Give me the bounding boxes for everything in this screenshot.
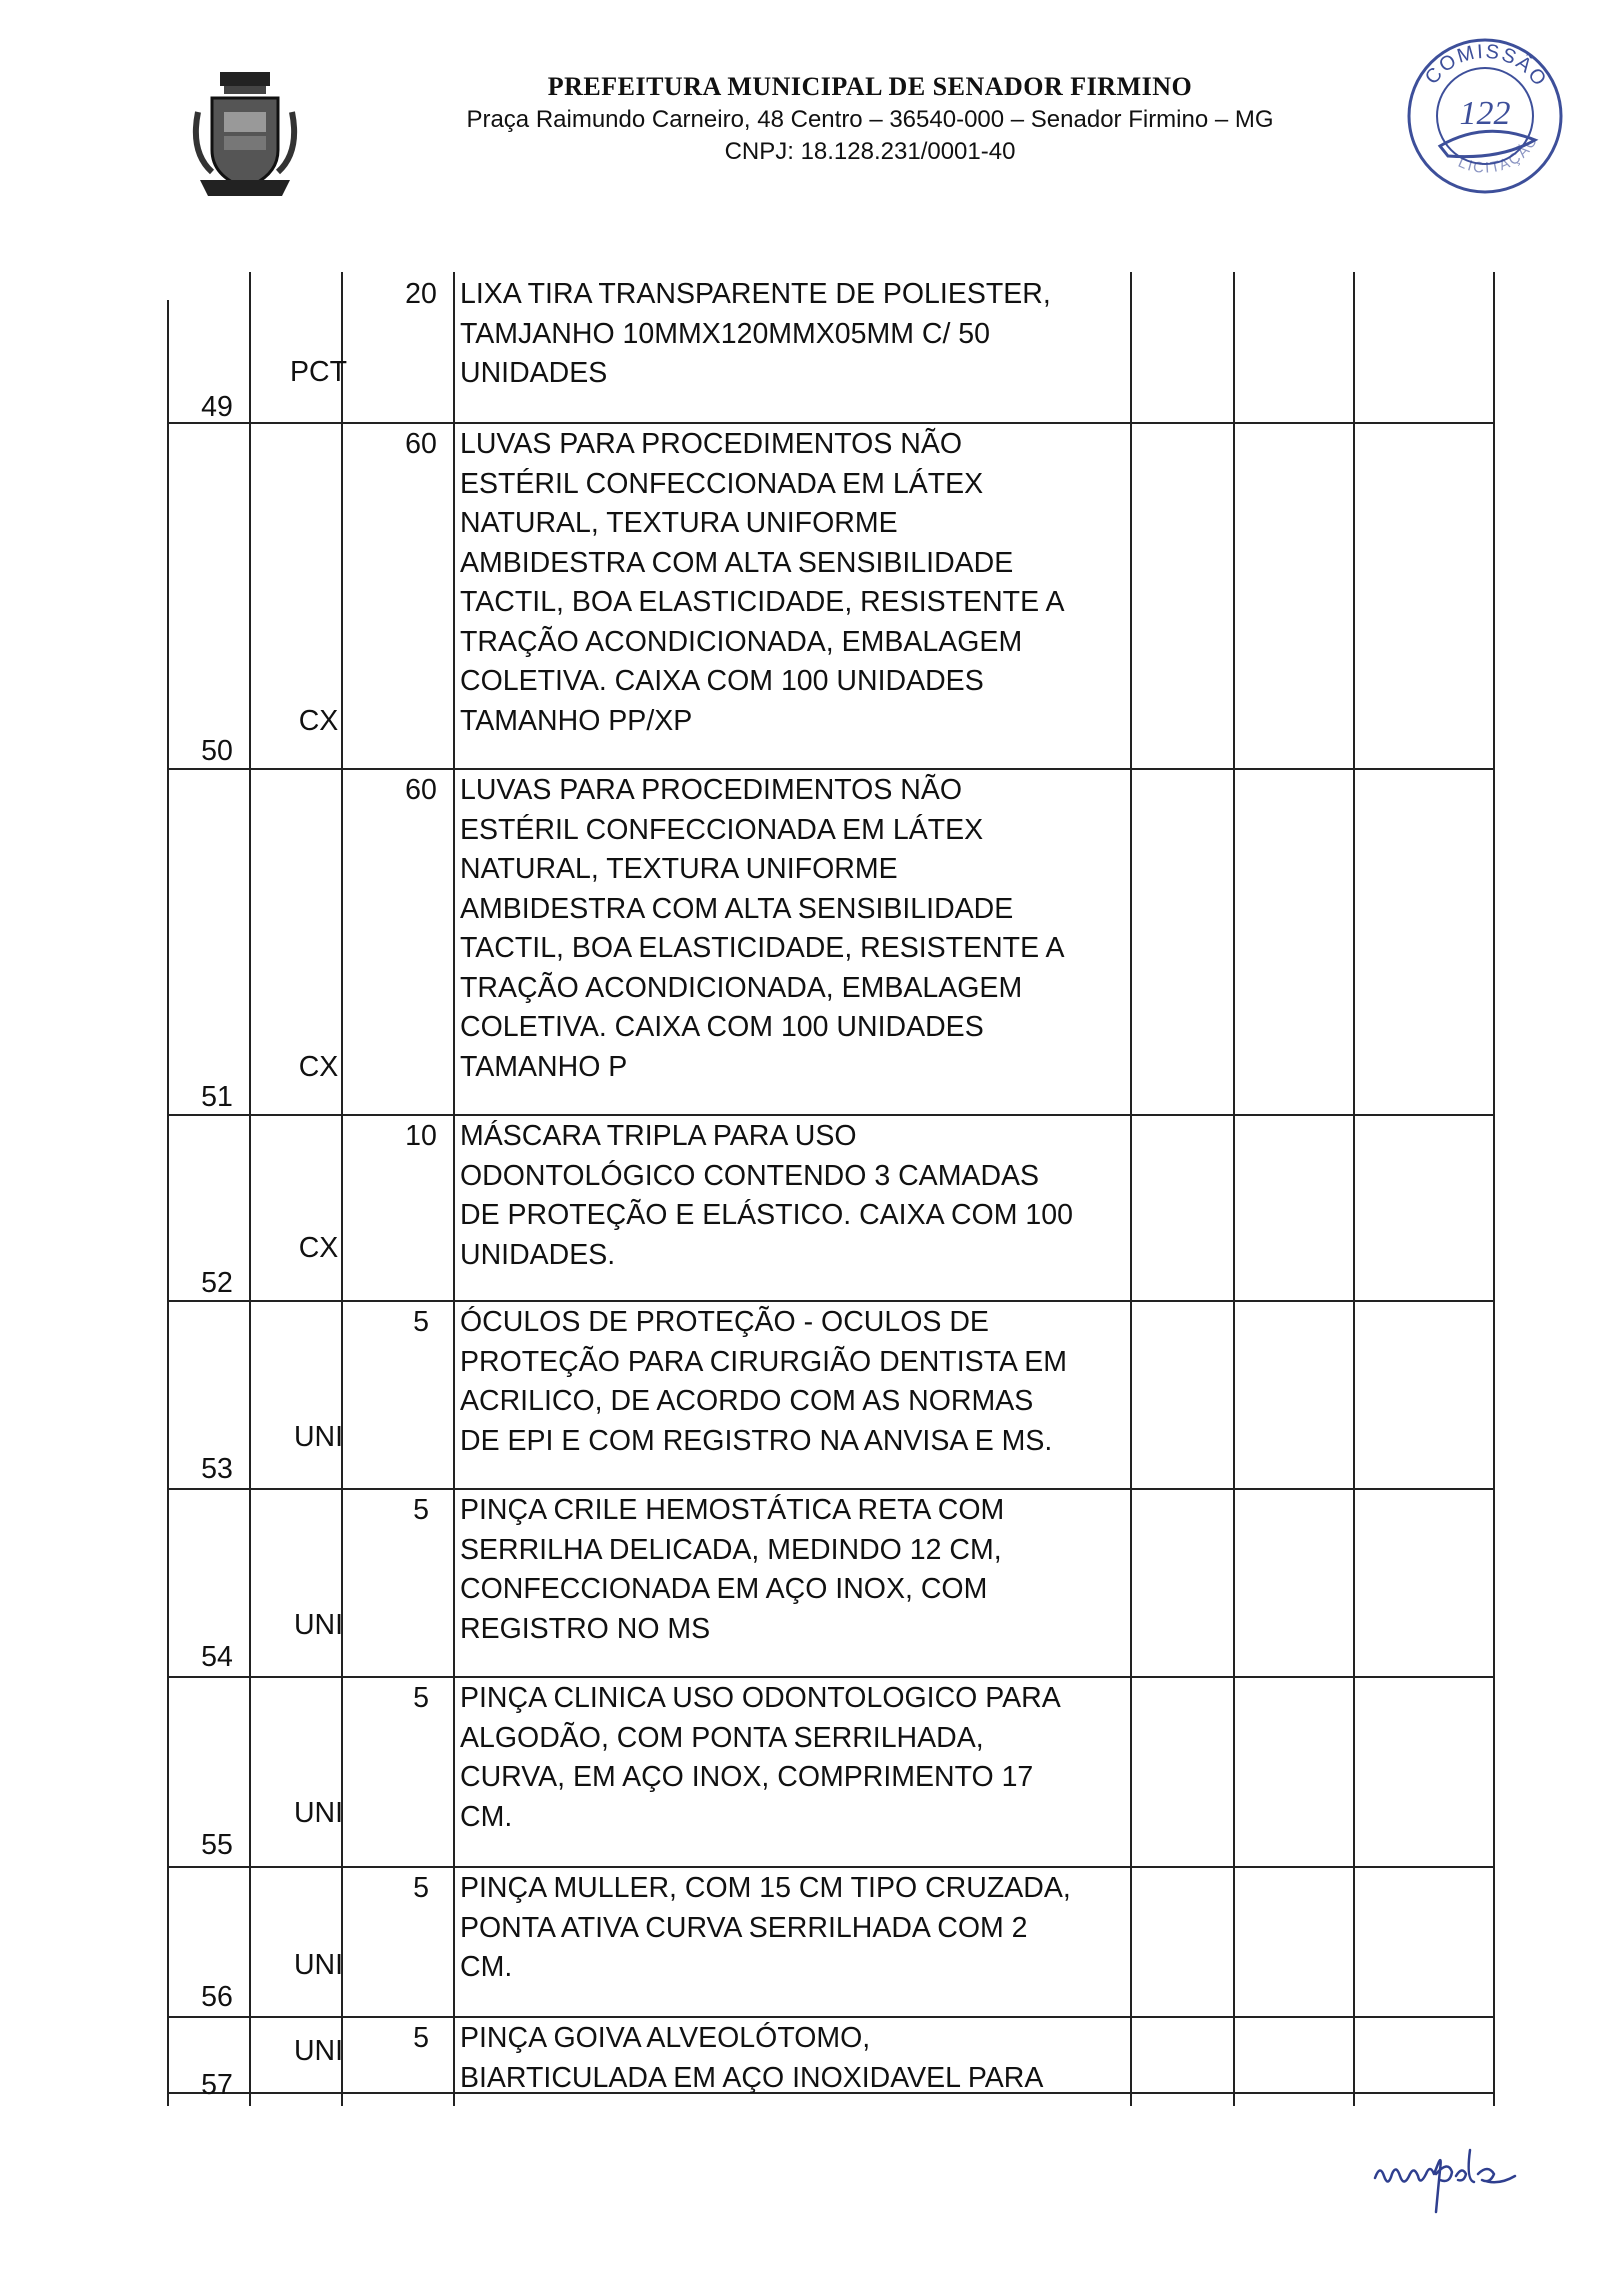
qty-cell: 5	[413, 1872, 429, 1904]
letterhead-cnpj: CNPJ: 18.128.231/0001-40	[724, 138, 1016, 165]
description-cell: PINÇA GOIVA ALVEOLÓTOMO, BIARTICULADA EM AÇO INOXIDAVEL PARA	[460, 2022, 1044, 2094]
unit-cell: UNI	[293, 2035, 344, 2067]
item-number-cell: 54	[201, 1641, 233, 1673]
table-row	[163, 422, 1503, 768]
table-row	[163, 272, 1503, 422]
letterhead-title: PREFEITURA MUNICIPAL DE SENADOR FIRMINO	[547, 72, 1193, 101]
qty-cell: 5	[413, 1682, 429, 1714]
handwritten-signature	[1370, 2140, 1520, 2220]
qty-cell: 10	[405, 1120, 437, 1152]
qty-cell: 5	[413, 1306, 429, 1338]
description-cell: LUVAS PARA PROCEDIMENTOS NÃO ESTÉRIL CONFECCIONADA EM LÁTEX NATURAL, TEXTURA UNIFORME AMBIDESTRA COM ALTA SENSIBILIDADE TACTIL, BOA ELASTICIDADE, RESISTENTE A TRAÇÃO ACONDICIONADA, EMBALAGEM COLETIVA. CAIXA COM 100 UNIDADES TAMANHO P	[460, 774, 1065, 1083]
table-row	[163, 2016, 1503, 2106]
qty-cell: 5	[413, 2022, 429, 2054]
qty-cell: 5	[413, 1494, 429, 1526]
table-row	[163, 1114, 1503, 1300]
description-cell: MÁSCARA TRIPLA PARA USO ODONTOLÓGICO CONTENDO 3 CAMADAS DE PROTEÇÃO E ELÁSTICO. CAIXA COM 100 UNIDADES.	[460, 1120, 1073, 1271]
description-cell: PINÇA CRILE HEMOSTÁTICA RETA COM SERRILHA DELICADA, MEDINDO 12 CM, CONFECCIONADA EM AÇO INOX, COM REGISTRO NO MS	[460, 1494, 1005, 1645]
unit-cell: UNI	[293, 1421, 344, 1453]
item-number-cell: 52	[201, 1267, 233, 1299]
unit-cell: UNI	[293, 1797, 344, 1829]
stamp-number: 122	[1459, 95, 1511, 132]
qty-cell: 60	[405, 428, 437, 460]
description-cell: LUVAS PARA PROCEDIMENTOS NÃO ESTÉRIL CONFECCIONADA EM LÁTEX NATURAL, TEXTURA UNIFORME AMBIDESTRA COM ALTA SENSIBILIDADE TACTIL, BOA ELASTICIDADE, RESISTENTE A TRAÇÃO ACONDICIONADA, EMBALAGEM COLETIVA. CAIXA COM 100 UNIDADES TAMANHO PP/XP	[460, 428, 1065, 737]
table-row	[163, 768, 1503, 1114]
item-number-cell: 50	[201, 735, 233, 767]
description-cell: PINÇA CLINICA USO ODONTOLOGICO PARA ALGODÃO, COM PONTA SERRILHADA, CURVA, EM AÇO INOX, COMPRIMENTO 17 CM.	[460, 1682, 1061, 1833]
description-cell: PINÇA MULLER, COM 15 CM TIPO CRUZADA, PONTA ATIVA CURVA SERRILHADA COM 2 CM.	[460, 1872, 1071, 1983]
table-row	[163, 1488, 1503, 1676]
qty-cell: 60	[405, 774, 437, 806]
description-cell: ÓCULOS DE PROTEÇÃO - OCULOS DE PROTEÇÃO PARA CIRURGIÃO DENTISTA EM ACRILICO, DE ACORDO COM AS NORMAS DE EPI E COM REGISTRO NA ANVISA E MS.	[460, 1306, 1068, 1457]
unit-cell: CX	[298, 705, 339, 737]
items-table	[163, 0, 1503, 2282]
stamp-top-text: COMISSÃO	[1420, 40, 1552, 92]
item-number-cell: 55	[201, 1829, 233, 1861]
unit-cell: PCT	[290, 356, 347, 388]
item-number-cell: 57	[201, 2069, 233, 2101]
table-row	[163, 1676, 1503, 1866]
unit-cell: UNI	[293, 1949, 344, 1981]
table-row	[163, 1300, 1503, 1488]
item-number-cell: 53	[201, 1453, 233, 1485]
unit-cell: CX	[298, 1051, 339, 1083]
stamp-bottom-text: LICITAÇÃO	[1455, 131, 1543, 177]
qty-cell: 20	[405, 278, 437, 310]
unit-cell: CX	[298, 1232, 339, 1264]
description-cell: LIXA TIRA TRANSPARENTE DE POLIESTER, TAMJANHO 10MMX120MMX05MM C/ 50 UNIDADES	[460, 278, 1051, 389]
table-row	[163, 1866, 1503, 2016]
unit-cell: UNI	[293, 1609, 344, 1641]
item-number-cell: 51	[201, 1081, 233, 1113]
item-number-cell: 56	[201, 1981, 233, 2013]
letterhead-address: Praça Raimundo Carneiro, 48 Centro – 36540-000 – Senador Firmino – MG	[466, 106, 1274, 133]
item-number-cell: 49	[201, 391, 233, 423]
